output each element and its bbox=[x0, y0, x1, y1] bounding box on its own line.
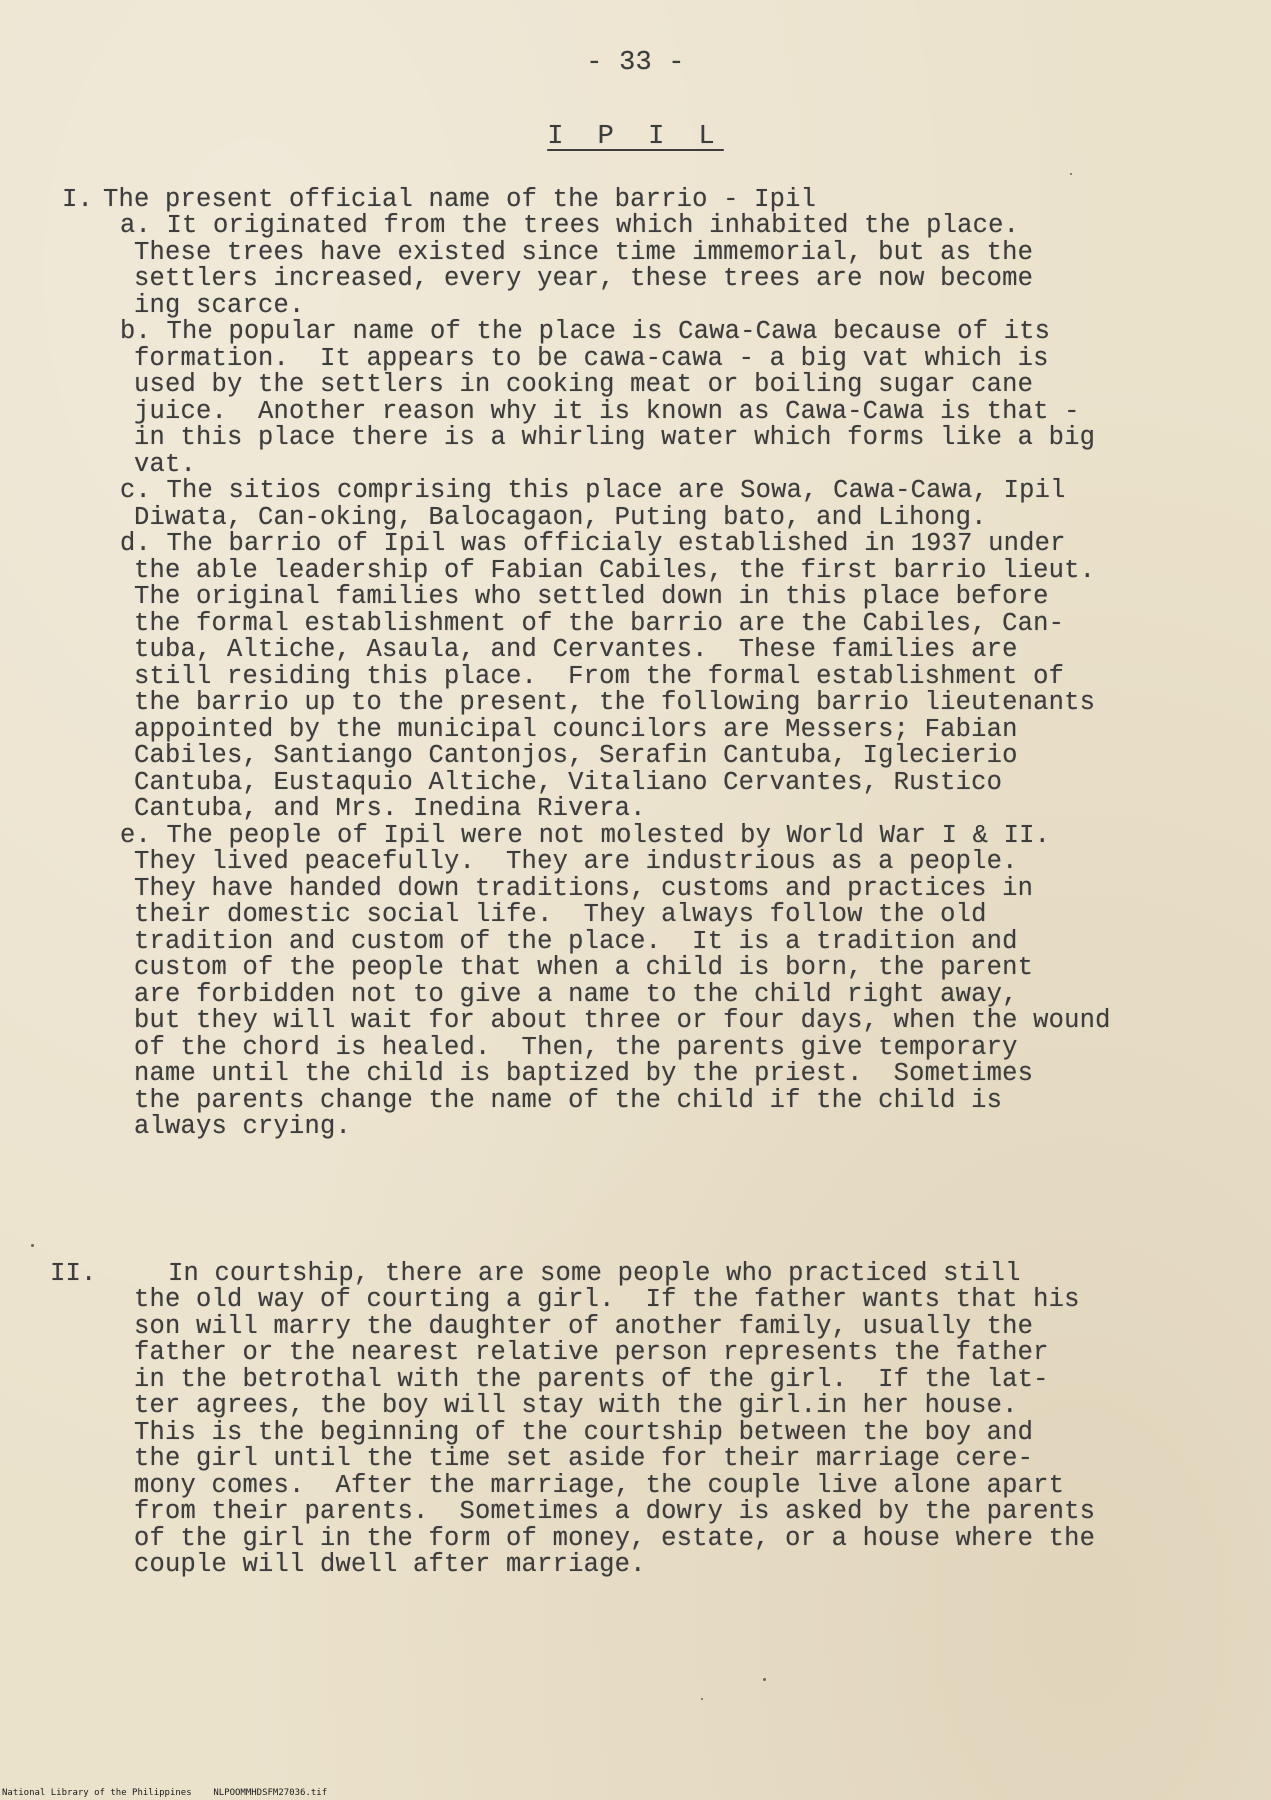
s1-line-18: tuba, Altiche, Asaula, and Cervantes. These families are bbox=[134, 635, 1018, 664]
scan-speck bbox=[701, 1698, 703, 1700]
section-1-marker: I. bbox=[62, 185, 94, 214]
s2-line-7: This is the beginning of the courtship between the boy and bbox=[134, 1418, 1034, 1447]
s1-line-30: custom of the people that when a child is born, the parent bbox=[134, 953, 1034, 982]
s1-line-4: settlers increased, every year, these trees are now become bbox=[134, 264, 1034, 293]
s1-line-15: the able leadership of Fabian Cabiles, the first barrio lieut. bbox=[134, 556, 1096, 585]
s1-line-8: used by the settlers in cooking meat or boiling sugar cane bbox=[134, 370, 1034, 399]
s1-line-29: tradition and custom of the place. It is a tradition and bbox=[134, 927, 1018, 956]
s1-line-34: name until the child is baptized by the priest. Sometimes bbox=[134, 1059, 1034, 1088]
s2-line-3: son will marry the daughter of another family, usually the bbox=[134, 1312, 1034, 1341]
s2-line-10: from their parents. Sometimes a dowry is asked by the parents bbox=[134, 1497, 1096, 1526]
s1-line-25: e. The people of Ipil were not molested by World War I & II. bbox=[120, 821, 1051, 850]
s1-line-14: d. The barrio of Ipil was officialy established in 1937 under bbox=[120, 529, 1066, 558]
s2-line-2: the old way of courting a girl. If the father wants that his bbox=[134, 1285, 1080, 1314]
s2-line-6: ter agrees, the boy will stay with the girl.in her house. bbox=[134, 1391, 1018, 1420]
s2-line-12: couple will dwell after marriage. bbox=[134, 1550, 646, 1579]
s1-line-26: They lived peacefully. They are industrious as a people. bbox=[134, 847, 1018, 876]
s2-line-1: In courtship, there are some people who practiced still bbox=[168, 1259, 1021, 1288]
s1-line-20: the barrio up to the present, the following barrio lieutenants bbox=[134, 688, 1096, 717]
s1-line-32: but they will wait for about three or four days, when the wound bbox=[134, 1006, 1111, 1035]
s1-line-21: appointed by the municipal councilors are Messers; Fabian bbox=[134, 715, 1018, 744]
scan-speck bbox=[1070, 173, 1072, 175]
s1-line-5: ing scarce. bbox=[134, 291, 305, 320]
s1-line-36: always crying. bbox=[134, 1112, 352, 1141]
page-number: - 33 - bbox=[586, 48, 685, 78]
scan-speck bbox=[31, 1244, 34, 1247]
s1-line-9: juice. Another reason why it is known as Cawa-Cawa is that - bbox=[134, 397, 1080, 426]
s1-line-27: They have handed down traditions, customs and practices in bbox=[134, 874, 1034, 903]
s1-line-16: The original families who settled down in this place before bbox=[134, 582, 1049, 611]
s1-line-12: c. The sitios comprising this place are Sowa, Cawa-Cawa, Ipil bbox=[120, 476, 1066, 505]
document-title: I P I L bbox=[547, 122, 724, 152]
s1-line-13: Diwata, Can-oking, Balocagaon, Puting bato, and Lihong. bbox=[134, 503, 987, 532]
s1-line-28: their domestic social life. They always follow the old bbox=[134, 900, 987, 929]
s1-line-33: of the chord is healed. Then, the parents give temporary bbox=[134, 1033, 1018, 1062]
s1-line-22: Cabiles, Santiango Cantonjos, Serafin Cantuba, Iglecierio bbox=[134, 741, 1018, 770]
s2-line-9: mony comes. After the marriage, the couple live alone apart bbox=[134, 1471, 1065, 1500]
s1-line-1: The present official name of the barrio - Ipil bbox=[103, 185, 817, 214]
scan-speck bbox=[763, 1678, 766, 1681]
s1-line-17: the formal establishment of the barrio are the Cabiles, Can- bbox=[134, 609, 1065, 638]
s2-line-5: in the betrothal with the parents of the girl. If the lat- bbox=[134, 1365, 1049, 1394]
s1-line-11: vat. bbox=[134, 450, 197, 479]
archive-footer: National Library of the Philippines NLPOOMMHDSFM27036.tif bbox=[2, 1788, 328, 1798]
s1-line-23: Cantuba, Eustaquio Altiche, Vitaliano Cervantes, Rustico bbox=[134, 768, 1003, 797]
s1-line-2: a. It originated from the trees which inhabited the place. bbox=[120, 211, 1020, 240]
s1-line-10: in this place there is a whirling water which forms like a big bbox=[134, 423, 1096, 452]
s1-line-31: are forbidden not to give a name to the child right away, bbox=[134, 980, 1018, 1009]
section-2-marker: II. bbox=[50, 1259, 97, 1288]
s1-line-24: Cantuba, and Mrs. Inedina Rivera. bbox=[134, 794, 646, 823]
s1-line-35: the parents change the name of the child if the child is bbox=[134, 1086, 1003, 1115]
s2-line-11: of the girl in the form of money, estate, or a house where the bbox=[134, 1524, 1096, 1553]
s1-line-3: These trees have existed since time immemorial, but as the bbox=[134, 238, 1034, 267]
s2-line-4: father or the nearest relative person represents the father bbox=[134, 1338, 1049, 1367]
s2-line-8: the girl until the time set aside for their marriage cere- bbox=[134, 1444, 1034, 1473]
s1-line-6: b. The popular name of the place is Cawa-Cawa because of its bbox=[120, 317, 1051, 346]
s1-line-19: still residing this place. From the formal establishment of bbox=[134, 662, 1065, 691]
s1-line-7: formation. It appears to be cawa-cawa - a big vat which is bbox=[134, 344, 1049, 373]
